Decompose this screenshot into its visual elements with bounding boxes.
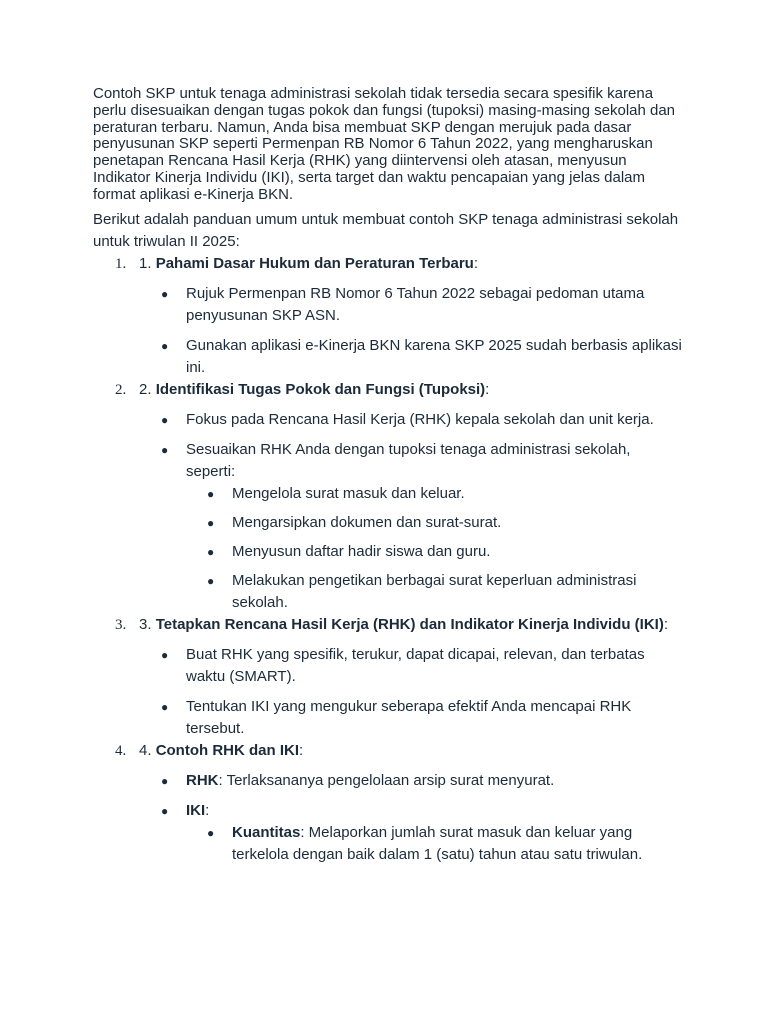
step-bullets xyxy=(139,770,683,866)
kuantitas-text: : Melaporkan jumlah surat masuk dan keluar yang terkelola dengan baik dalam 1 (satu) tahun atau satu triwulan. xyxy=(232,823,643,863)
step-number: 1. xyxy=(115,255,127,272)
list-item xyxy=(139,439,683,614)
kuantitas-label: Kuantitas xyxy=(232,823,301,841)
list-item xyxy=(139,283,683,327)
step-suffix: : xyxy=(473,254,479,272)
step-heading xyxy=(139,253,683,275)
iki-suffix: : xyxy=(205,801,210,819)
steps-list xyxy=(93,253,683,866)
list-item xyxy=(186,541,683,563)
bullet-text: Buat RHK yang spesifik, terukur, dapat dicapai, relevan, dan terbatas waktu (SMART). xyxy=(186,645,645,685)
iki-label: IKI xyxy=(186,801,206,819)
bullet-icon: ● xyxy=(207,573,215,588)
bullet-icon: ● xyxy=(207,544,215,559)
list-item xyxy=(139,335,683,379)
list-item xyxy=(139,800,683,866)
step-prefix: 1. xyxy=(139,254,156,272)
lead-paragraph: Berikut adalah panduan umum untuk membuat contoh SKP tenaga administrasi sekolah untuk triwulan II 2025: xyxy=(93,210,679,250)
sub-bullets xyxy=(186,483,683,614)
list-item xyxy=(186,483,683,505)
step-number: 3. xyxy=(115,616,127,633)
bullet-text: Fokus pada Rencana Hasil Kerja (RHK) kepala sekolah dan unit kerja. xyxy=(186,410,654,428)
bullet-icon: ● xyxy=(207,486,215,501)
step-bullets xyxy=(139,409,683,614)
sub-bullets xyxy=(186,822,683,866)
bullet-icon: ● xyxy=(161,286,169,301)
step-bullets xyxy=(139,644,683,740)
step-4 xyxy=(93,740,683,866)
bullet-icon: ● xyxy=(161,647,169,662)
bullet-icon: ● xyxy=(207,825,215,840)
step-heading xyxy=(139,379,683,401)
list-item xyxy=(139,696,683,740)
bullet-text: Rujuk Permenpan RB Nomor 6 Tahun 2022 sebagai pedoman utama penyusunan SKP ASN. xyxy=(186,284,645,324)
bullet-icon: ● xyxy=(207,515,215,530)
list-item xyxy=(139,644,683,688)
step-prefix: 2. xyxy=(139,380,156,398)
bullet-text: Gunakan aplikasi e-Kinerja BKN karena SKP 2025 sudah berbasis aplikasi ini. xyxy=(186,336,682,376)
step-bullets xyxy=(139,283,683,379)
step-suffix: : xyxy=(485,380,490,398)
bullet-icon: ● xyxy=(161,442,169,457)
step-suffix: : xyxy=(663,615,669,633)
step-title: Pahami Dasar Hukum dan Peraturan Terbaru xyxy=(155,254,474,272)
sub-bullet-text: Menyusun daftar hadir siswa dan guru. xyxy=(232,542,491,560)
step-number: 4. xyxy=(115,742,127,759)
rhk-text: : Terlaksananya pengelolaan arsip surat menyurat. xyxy=(218,771,555,789)
list-item xyxy=(186,512,683,534)
sub-bullet-text: Mengarsipkan dokumen dan surat-surat. xyxy=(232,513,502,531)
step-title: Identifikasi Tugas Pokok dan Fungsi (Tupoksi) xyxy=(155,380,486,398)
step-number: 2. xyxy=(115,381,127,398)
step-title: Contoh RHK dan IKI xyxy=(155,741,300,759)
list-item xyxy=(186,822,683,866)
step-1 xyxy=(93,253,683,379)
intro-paragraph: Contoh SKP untuk tenaga administrasi sekolah tidak tersedia secara spesifik karena perlu disesuaikan dengan tugas pokok dan fungsi (tupoksi) masing-masing sekolah dan peraturan terbaru. Namun, Anda bisa membuat SKP dengan merujuk pada dasar penyusunan SKP seperti Permenpan RB Nomor 6 Tahun 2022, yang mengharuskan penetapan Rencana Hasil Kerja (RHK) yang diintervensi oleh atasan, menyusun Indikator Kinerja Individu (IKI), serta target dan waktu pencapaian yang jelas dalam format aplikasi e-Kinerja BKN. xyxy=(93,85,676,203)
bullet-text: Tentukan IKI yang mengukur seberapa efektif Anda mencapai RHK tersebut. xyxy=(186,697,632,737)
step-prefix: 4. xyxy=(139,741,156,759)
bullet-text: Sesuaikan RHK Anda dengan tupoksi tenaga administrasi sekolah, seperti: xyxy=(186,440,631,480)
step-heading xyxy=(139,614,683,636)
step-prefix: 3. xyxy=(139,615,156,633)
step-2 xyxy=(93,379,683,614)
bullet-icon: ● xyxy=(161,338,169,353)
bullet-icon: ● xyxy=(161,412,169,427)
step-3 xyxy=(93,614,683,740)
bullet-icon: ● xyxy=(161,803,169,818)
list-item xyxy=(139,409,683,431)
step-heading xyxy=(139,740,683,762)
sub-bullet-text: Melakukan pengetikan berbagai surat keperluan administrasi sekolah. xyxy=(232,571,637,611)
step-title: Tetapkan Rencana Hasil Kerja (RHK) dan Indikator Kinerja Individu (IKI) xyxy=(155,615,664,633)
step-suffix: : xyxy=(299,741,304,759)
rhk-label: RHK xyxy=(186,771,219,789)
bullet-icon: ● xyxy=(161,699,169,714)
list-item xyxy=(186,570,683,614)
list-item xyxy=(139,770,683,792)
sub-bullet-text: Mengelola surat masuk dan keluar. xyxy=(232,484,465,502)
document-page xyxy=(93,86,683,866)
bullet-icon: ● xyxy=(161,773,169,788)
